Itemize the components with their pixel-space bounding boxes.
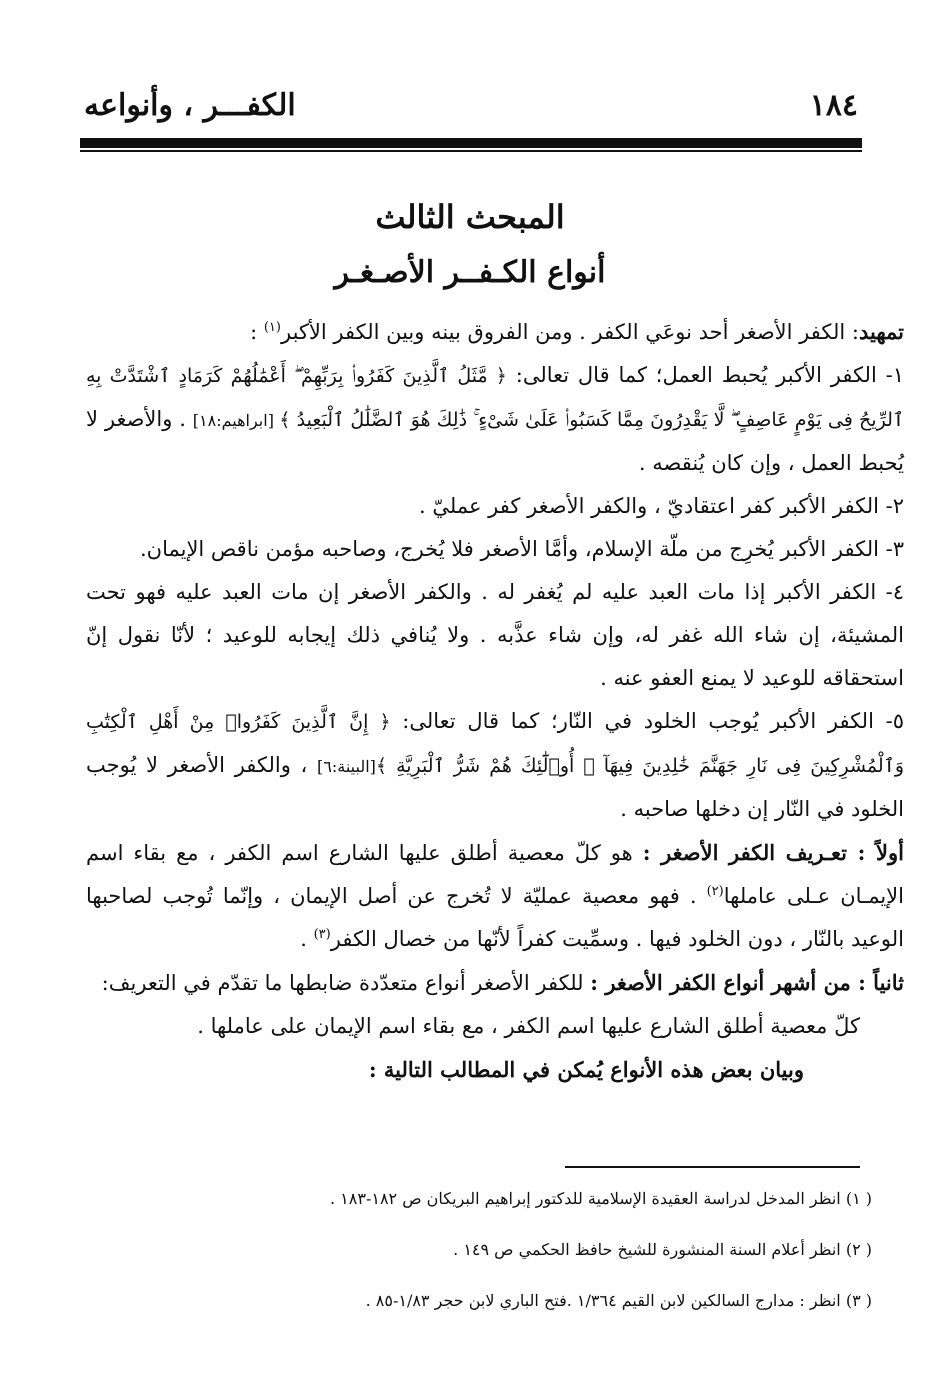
list-item [86,485,904,528]
section-heading: المبحث الثالث [375,198,565,236]
list-item [86,571,904,700]
definition-lead: أولاً : تعـريف الكفر الأصغر : [642,840,904,865]
types-text: للكفر الأصغر أنواع متعدّدة ضابطها ما تقدّم في التعريف: [101,971,591,995]
main-text [86,310,904,1091]
list-item [86,354,904,485]
verse-reference: [ابراهيم:١٨] [192,411,280,430]
page-number: ١٨٤ [809,88,858,123]
definition-paragraph [86,831,904,961]
header-rule-thin [80,150,862,152]
item-number: ٥- [885,709,904,733]
intro-lead: تمهيد [858,319,904,344]
page-header [80,88,862,124]
types-outro: وبيان بعض هذه الأنواع يُمكن في المطالب التالية : [368,1057,804,1082]
list-item [86,700,904,831]
intro-text: : الكفر الأصغر أحد نوعَي الكفر . ومن الفروق بينه وبين الكفر الأكبر [280,320,859,344]
item-number: ٢- [885,494,904,518]
footnote-3: ( ٣) انظر : مدارج السالكين لابن القيم ١/٣٦٤ .فتح الباري لابن حجر ١/٨٣-٨٥ . [365,1291,872,1310]
item-number: ١- [885,363,904,387]
footnote-ref-1: (١) [263,320,281,335]
footnote-ref-2: (٢) [706,884,724,899]
section-subheading: أنواع الكـفــر الأصـغـر [334,255,606,290]
item-number: ٤- [885,580,904,604]
types-lead: ثانياً : من أشهر أنواع الكفر الأصغر : [590,970,904,995]
footnote-ref-3: (٣) [313,927,331,942]
item-text-end: . والأصغر لا يُحبط العمل ، وإن كان يُنقصه . [86,407,904,475]
definition-text-cont: . فهو معصية عمليّة لا تُخرج عن أصل الإيمان ، وإنّما تُوجب لصاحبها الوعيد بالنّار ، دون الخلود فيها . وسمِّيت كفراً لأنّها من خصال الكفر [86,884,904,951]
header-rule-thick [80,138,862,148]
running-title: الكفـــر ، وأنواعه [84,88,296,123]
item-text: الكفر الأكبر إذا مات العبد عليه لم يُغفر له . والكفر الأصغر إن مات العبد عليه فهو تحت المشيئة، إن شاء الله غفر له، وإن شاء عذَّبه . ولا يُنافي ذلك إيجابه للوعيد ؛ لأنّا نقول إنّ استحقاقه للوعيد لا يمنع العفو عنه . [86,580,904,690]
item-text: الكفر الأكبر يُحبط العمل؛ كما قال تعالى: [506,363,886,387]
list-item [86,528,904,571]
quran-verse: ﴿ إِنَّ ٱلَّذِينَ كَفَرُوا۟ مِنْ أَهْلِ ٱلْكِتَٰبِ وَٱلْمُشْرِكِينَ فِى نَارِ جَهَنَّمَ خَٰلِدِينَ فِيهَآ ۚ أُو۟لَٰٓئِكَ هُمْ شَرُّ ٱلْبَرِيَّةِ ﴾ [86,711,904,777]
intro-tail: : [250,320,264,344]
item-number: ٣- [885,537,904,561]
intro-paragraph [86,310,904,354]
quran-verse: ﴿ مَّثَلُ ٱلَّذِينَ كَفَرُوا۟ بِرَبِّهِمْ ۖ أَعْمَٰلُهُمْ كَرَمَادٍ ٱشْتَدَّتْ بِهِ ٱلرِّيحُ فِى يَوْمٍ عَاصِفٍ ۖ لَّا يَقْدِرُونَ مِمَّا كَسَبُوا۟ عَلَىٰ شَىْءٍ ۚ ذَٰلِكَ هُوَ ٱلضَّلَٰلُ ٱلْبَعِيدُ ﴾ [86,365,904,431]
footnote-rule [565,1166,860,1168]
definition-text: هو كلّ معصية أطلق عليها الشارع اسم الكفر ، مع بقاء اسم الإيمـان عـلى عاملها [86,841,904,908]
item-text-end: ، والكفر الأصغر لا يُوجب الخلود في النّار إن دخلها صاحبه . [86,753,904,821]
item-text: الكفر الأكبر كفر اعتقاديّ ، والكفر الأصغر كفر عمليّ . [419,494,886,518]
footnote-2: ( ٢) انظر أعلام السنة المنشورة للشيخ حافظ الحكمي ص ١٤٩ . [453,1240,872,1259]
item-text: الكفر الأكبر يُخرِج من ملّة الإسلام، وأمَّا الأصغر فلا يُخرج، وصاحبه مؤمن ناقص الإيمان. [139,537,886,561]
types-definition: كلّ معصية أطلق الشارع عليها اسم الكفر ، مع بقاء اسم الإيمان على عاملها . [197,1014,860,1038]
definition-tail: . [300,927,314,951]
footnotes [200,1186,872,1339]
item-text: الكفر الأكبر يُوجب الخلود في النّار؛ كما قال تعالى: [390,709,886,733]
verse-reference: [البينة:٦] [317,757,376,776]
types-paragraph [86,961,904,1005]
footnote-1: ( ١) انظر المدخل لدراسة العقيدة الإسلامية للدكتور إبراهيم البريكان ص ١٨٢-١٨٣ . [330,1189,872,1208]
